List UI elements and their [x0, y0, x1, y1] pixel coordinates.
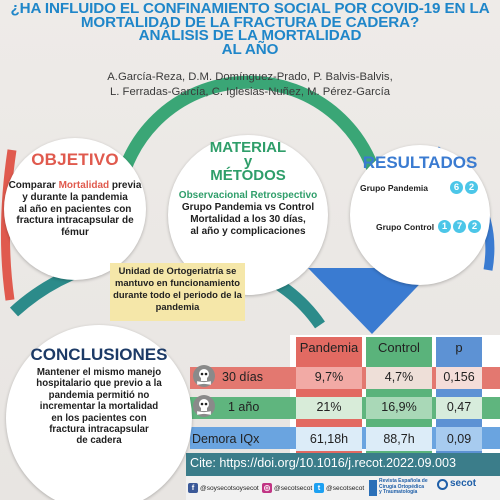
grupo-control-label: Grupo Control	[376, 222, 435, 232]
journal-line-2: Cirugía Ortopédica	[379, 483, 425, 490]
table-cell: 16,9%	[381, 400, 417, 414]
conclusiones-line-7: de cadera	[76, 435, 122, 447]
poster-title	[0, 2, 500, 56]
table-header-p: p	[455, 340, 463, 355]
cite-link[interactable]: Cite: https://doi.org/10.1016/j.recot.2022.09.003	[190, 456, 457, 470]
control-digit-1: 1	[438, 220, 451, 233]
table-cell: 4,7%	[384, 370, 414, 384]
pandemia-digit-1: 6	[450, 181, 463, 194]
pandemia-digit-2: 2	[465, 181, 478, 194]
metodos-title-2: y	[243, 153, 253, 170]
twitter-icon[interactable]: t	[314, 483, 324, 493]
table-cell: 0,47	[446, 400, 472, 414]
objetivo-line-1a: Comparar	[8, 180, 59, 191]
metodos-title-3: MÉTODOS	[210, 167, 286, 184]
objetivo-text	[4, 180, 146, 239]
metodos-subtitle: Observacional Retrospectivo	[178, 190, 318, 201]
control-digit-2: 7	[453, 220, 466, 233]
conclusiones-line-4: incrementar la mortalidad	[39, 401, 159, 413]
instagram-icon[interactable]: ◎	[263, 483, 271, 492]
table-header-control: Control	[378, 340, 420, 355]
objetivo-line-3: al año en pacientes con	[18, 203, 132, 215]
metodos-title	[168, 141, 328, 183]
conclusiones-line-3: pandemia permitió no	[48, 389, 150, 401]
twitter-handle[interactable]: @secotsecot	[326, 485, 365, 492]
table-cell: 0,09	[446, 432, 472, 446]
table-header-pandemia: Pandemia	[299, 340, 359, 355]
conclusiones-line-2: hospitalario que previo a la	[36, 378, 162, 390]
authors-line-2: L. Ferradas-García, C. Iglesias-Nuñez, M. Pérez-García	[109, 86, 390, 98]
table-cell: 88,7h	[383, 432, 415, 446]
secot-logo-icon	[437, 479, 448, 490]
objetivo-title: OBJETIVO	[31, 150, 119, 169]
resultados-title: RESULTADOS	[362, 153, 478, 172]
ortogeriatria-line-1: Unidad de Ortogeriatría se	[118, 265, 237, 276]
row-label-demora-iqx: Demora IQx	[192, 432, 260, 446]
title-line-4: AL AÑO	[221, 40, 279, 58]
ortogeriatria-line-4: pandemia	[155, 301, 200, 312]
row-label-30-dias: 30 días	[222, 370, 264, 384]
authors-line-1: A.García-Reza, D.M. Domínguez-Prado, P. Balvis-Balvis,	[107, 71, 393, 83]
table-cell: 61,18h	[309, 432, 349, 446]
facebook-handle[interactable]: @soysecotsoysecot	[200, 485, 259, 492]
secot-logo-text: secot	[450, 478, 477, 489]
objetivo-line-1c: previa	[109, 180, 142, 191]
title-line-1: ¿HA INFLUIDO EL CONFINAMIENTO SOCIAL POR COVID-19 EN LA	[10, 0, 490, 17]
facebook-icon[interactable]: f	[188, 483, 198, 493]
ortogeriatria-text	[110, 265, 245, 313]
objetivo-line-5: fémur	[61, 227, 89, 239]
skull-icon	[192, 364, 216, 388]
journal-line-1: Revista Española de	[379, 478, 428, 484]
metodos-line-3: al año y complicaciones	[190, 225, 306, 237]
control-digit-3: 2	[468, 220, 481, 233]
journal-line-3: y Traumatología	[379, 489, 418, 495]
table-cell: 21%	[316, 400, 342, 414]
authors	[0, 70, 500, 100]
journal-logo-mark	[369, 480, 377, 496]
metodos-line-2: Mortalidad a los 30 días,	[190, 213, 306, 225]
ortogeriatria-line-3: durante todo el periodo de la	[113, 289, 242, 300]
conclusiones-line-5: en los pacientes con	[51, 412, 147, 424]
metodos-text	[168, 202, 328, 237]
ortogeriatria-line-2: mantuvo en funcionamiento	[114, 277, 240, 288]
objetivo-line-1	[4, 180, 146, 192]
conclusiones-text	[6, 367, 192, 447]
skull-icon	[192, 394, 216, 418]
journal-name	[379, 479, 428, 496]
metodos-title-1: MATERIAL	[209, 139, 287, 156]
conclusiones-line-1: Mantener el mismo manejo	[36, 367, 162, 378]
conclusiones-title: CONCLUSIONES	[30, 345, 168, 364]
objetivo-line-4: fractura intracapsular de	[16, 215, 134, 227]
instagram-handle[interactable]: @secotsecot	[274, 485, 313, 492]
table-cell: 0,156	[443, 370, 475, 384]
grupo-pandemia-label: Grupo Pandemia	[360, 183, 429, 193]
title-line-3: ANÁLISIS DE LA MORTALIDAD	[138, 27, 362, 44]
objetivo-line-2: y durante la pandemia	[22, 191, 128, 203]
metodos-line-1: Grupo Pandemia vs Control	[181, 202, 315, 213]
objetivo-highlight: Mortalidad	[58, 180, 110, 191]
title-line-2: MORTALIDAD DE LA FRACTURA DE CADERA?	[80, 13, 420, 31]
conclusiones-line-6: fractura intracapsular	[49, 424, 149, 436]
row-label-1-ano: 1 año	[228, 400, 260, 414]
table-cell: 9,7%	[314, 370, 344, 384]
